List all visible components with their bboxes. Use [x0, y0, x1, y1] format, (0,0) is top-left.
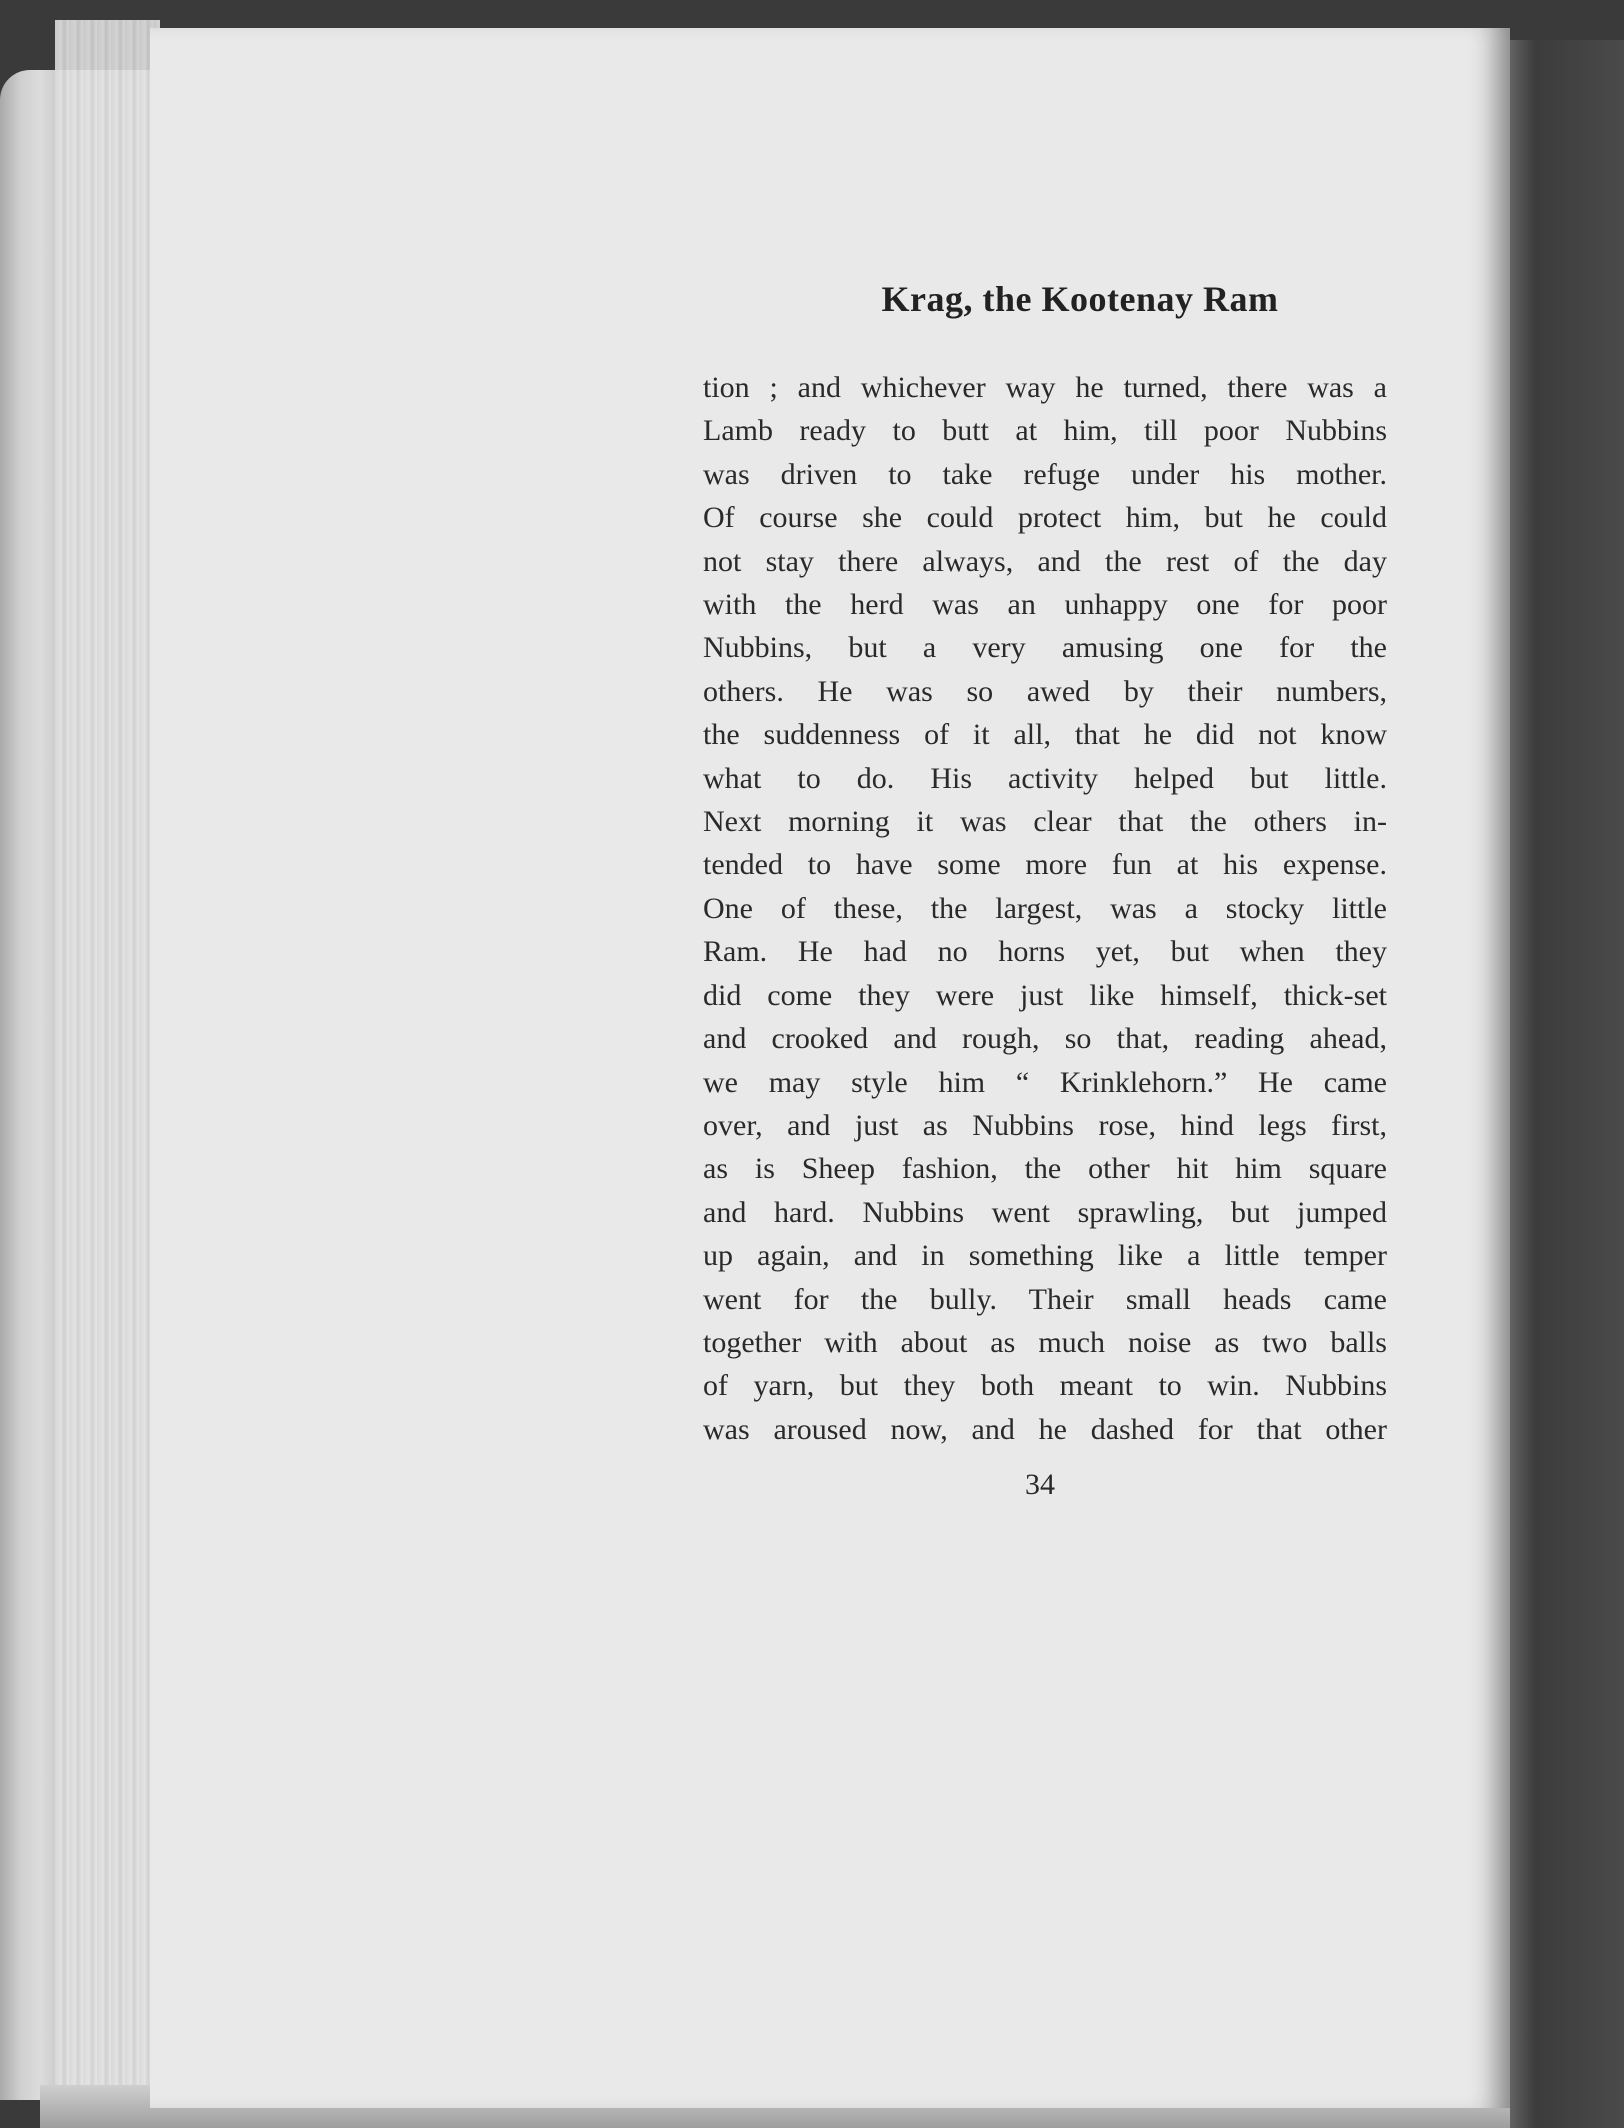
text-line: Lamb ready to butt at him, till poor Nubbins [703, 414, 1387, 448]
text-line: Ram. He had no horns yet, but when they [703, 935, 1387, 969]
text-line: was aroused now, and he dashed for that other [703, 1412, 1387, 1446]
text-line: One of these, the largest, was a stocky little [703, 891, 1387, 925]
text-line: and crooked and rough, so that, reading ahead, [703, 1022, 1387, 1056]
text-line: what to do. His activity helped but little. [703, 761, 1387, 795]
facing-page-shadow [1505, 40, 1624, 2128]
text-line: over, and just as Nubbins rose, hind legs first, [703, 1108, 1387, 1142]
text-line: we may style him “ Krinklehorn.” He came [703, 1065, 1387, 1099]
text-line: as is Sheep fashion, the other hit him square [703, 1152, 1387, 1186]
text-line: up again, and in something like a little temper [703, 1239, 1387, 1273]
page-number: 34 [1025, 1468, 1055, 1501]
text-line: Next morning it was clear that the others in- [703, 805, 1387, 839]
text-line: of yarn, but they both meant to win. Nubbins [703, 1369, 1387, 1403]
text-line: was driven to take refuge under his mother. [703, 457, 1387, 491]
text-line: Nubbins, but a very amusing one for the [703, 631, 1387, 665]
text-line: Of course she could protect him, but he could [703, 501, 1387, 535]
running-head: Krag, the Kootenay Ram [881, 279, 1279, 319]
page-edges [55, 20, 160, 2100]
text-line: went for the bully. Their small heads came [703, 1282, 1387, 1316]
text-line: tended to have some more fun at his expense. [703, 848, 1387, 882]
text-line: others. He was so awed by their numbers, [703, 674, 1387, 708]
text-line: not stay there always, and the rest of the day [703, 544, 1387, 578]
text-line: together with about as much noise as two balls [703, 1325, 1387, 1359]
text-line: tion ; and whichever way he turned, there was a [703, 371, 1387, 404]
body-text [703, 366, 1387, 1451]
text-line: and hard. Nubbins went sprawling, but jumped [703, 1195, 1387, 1229]
text-line: did come they were just like himself, thick-set [703, 978, 1387, 1012]
text-line: with the herd was an unhappy one for poor [703, 588, 1387, 622]
text-line: the suddenness of it all, that he did not know [703, 718, 1387, 752]
